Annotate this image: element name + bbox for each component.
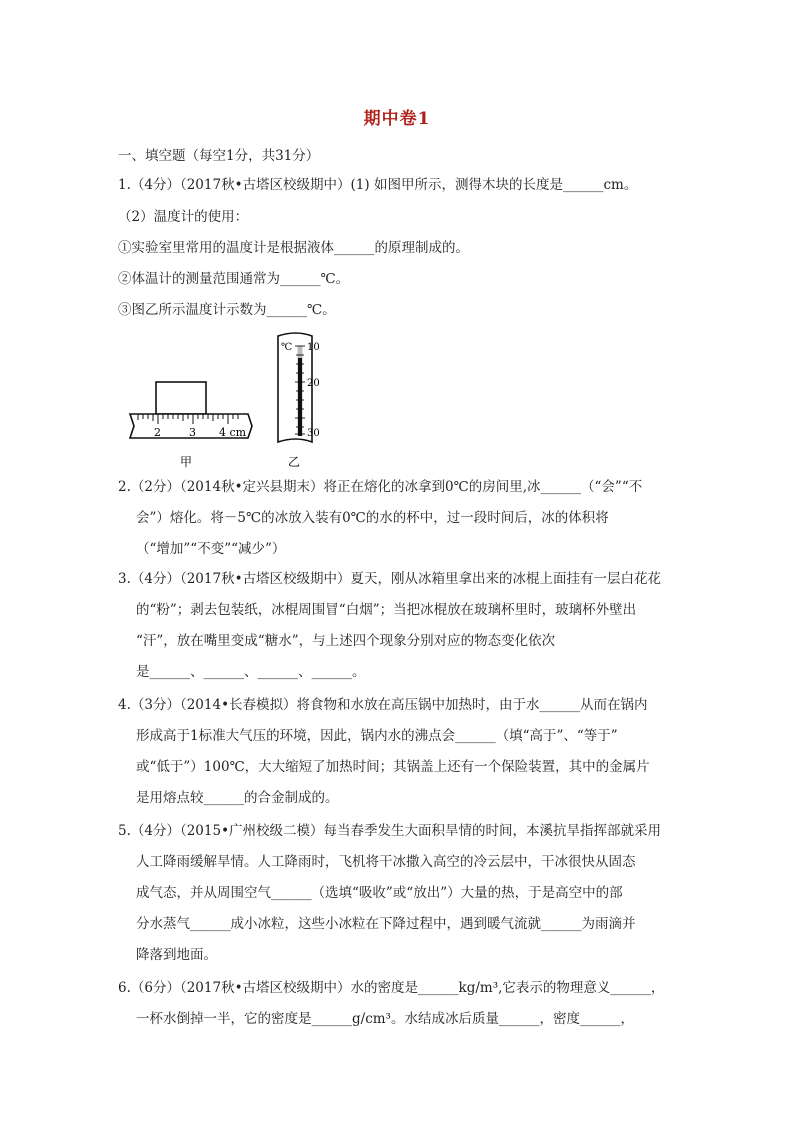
question-5-line-3: 成气态，并从周围空气______（选填“吸收”或“放出”）大量的热，于是高空中的部 [136, 885, 623, 901]
ruler-tick-4: 4 cm [219, 426, 247, 439]
question-2-line-2: 会”）熔化。将－5℃的冰放入装有0℃的水的杯中，过一段时间后，冰的体积将 [136, 510, 609, 526]
question-3-line-3: “汗”，放在嘴里变成“糖水”，与上述四个现象分别对应的物态变化依次 [136, 633, 556, 649]
question-5-line-5: 降落到地面。 [136, 947, 217, 963]
question-5-line-1: 5.（4分）（2015•广州校级二模）每当春季发生大面积旱情的时间，本溪抗旱指挥部就采用 [118, 823, 662, 839]
question-6-line-2: 一杯水倒掉一半，它的密度是______g/cm³。水结成冰后质量______，密度______， [136, 1011, 634, 1027]
question-1-figure [124, 326, 354, 470]
thermometer-unit: ℃ [281, 342, 293, 353]
question-1-line-2: （2）温度计的使用： [118, 209, 249, 225]
thermometer-tick-10: 10 [307, 342, 320, 353]
question-3-line-1: 3.（4分）（2017秋•古塔区校级期中）夏天，刚从冰箱里拿出来的冰棍上面挂有一层白花花 [118, 571, 662, 587]
section-heading: 一、填空题（每空1分，共31分） [118, 148, 320, 164]
question-5-line-2: 人工降雨缓解旱情。人工降雨时，飞机将干冰撒入高空的冷云层中，干冰很快从固态 [136, 854, 636, 870]
thermometer-tick-20: 20 [307, 378, 320, 389]
figure-label-a: 甲 [180, 455, 193, 469]
thermometer-tick-30: 30 [307, 428, 320, 439]
question-4-line-1: 4.（3分）（2014•长春模拟）将食物和水放在高压锅中加热时，由于水______从而在锅内 [118, 697, 648, 713]
ruler-tick-3: 3 [189, 426, 196, 439]
ruler-thermometer-diagram [124, 326, 354, 470]
question-4-line-2: 形成高于1标准大气压的环境，因此，锅内水的沸点会______（填“高于”、“等于” [136, 728, 618, 744]
question-6-line-1: 6.（6分）（2017秋•古塔区校级期中）水的密度是______kg/m³,它表示的物理意义______， [118, 980, 665, 996]
figure-label-b: 乙 [288, 455, 301, 469]
wooden-block [156, 382, 206, 414]
question-1-line-5: ③图乙所示温度计示数为______℃。 [118, 302, 336, 318]
question-3-line-2: 的“粉”；剥去包装纸，冰棍周围冒“白烟”；当把冰棍放在玻璃杯里时，玻璃杯外壁出 [136, 602, 637, 618]
question-3-line-4: 是______、______、______、______。 [136, 664, 366, 680]
question-1-line-3: ①实验室里常用的温度计是根据液体______的原理制成的。 [118, 240, 469, 256]
page-title: 期中卷1 [363, 109, 431, 129]
question-1-line-4: ②体温计的测量范围通常为______℃。 [118, 271, 350, 287]
question-4-line-3: 或“低于”）100℃，大大缩短了加热时间；其锅盖上还有一个保险装置，其中的金属片 [136, 759, 650, 775]
question-2-line-1: 2.（2分）（2014秋•定兴县期末）将正在熔化的冰拿到0℃的房间里,冰______（“会”“不 [118, 479, 643, 495]
question-5-line-4: 分水蒸气______成小冰粒，这些小冰粒在下降过程中，遇到暖气流就______为雨滴并 [136, 916, 636, 932]
question-2-line-3: （“增加”“不变”“减少”） [136, 541, 286, 557]
question-4-line-4: 是用熔点较______的合金制成的。 [136, 790, 339, 806]
ruler-tick-2: 2 [154, 426, 161, 439]
question-1-line-1: 1.（4分）（2017秋•古塔区校级期中）(1) 如图甲所示，测得木块的长度是______cm。 [118, 177, 638, 193]
